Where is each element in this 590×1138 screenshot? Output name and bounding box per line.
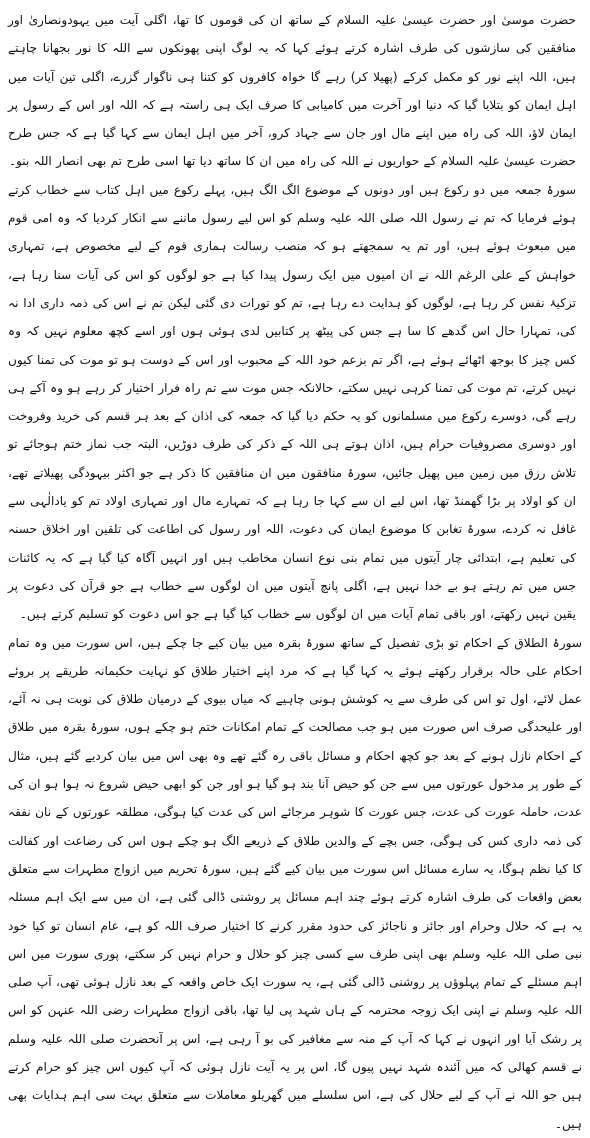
paragraph-1: حضرت موسیٰ اور حضرت عیسیٰ علیہ السلام کے ساتھ ان کی قوموں کا تھا، اگلی آیت میں یہودونصاریٰ اور منافقین کی سازشوں کی طرف اشارہ کرتے ہوئے کہا کہ یہ لوگ اپنی پھونکوں سے اللہ کا نور بجھانا چاہتے ہیں، اللہ اپنے نور کو مکمل کرکے (پھیلا کر) رہے گا خواہ کافروں کو کتنا ہی ناگوار گزرے، اگلی تین آیات میں اہل ایمان کو بتلایا گیا کہ دنیا اور آخرت میں کامیابی کا صرف ایک ہی راستہ ہے کہ اللہ اور اس کے رسول پر ایمان لاؤ، اللہ کی راہ میں اپنے مال اور جان سے جہاد کرو، آخر میں اہل ایمان سے کہا گیا ہے کہ جس طرح حضرت عیسیٰ علیہ السلام کے حواریوں نے اللہ کی راہ میں ان کا ساتھ دیا تھا اسی طرح تم بھی انصار اللہ بنو۔ (8, 13, 576, 169)
paragraph-2: سورۂ جمعہ میں دو رکوع ہیں اور دونوں کے موضوع الگ الگ ہیں، پہلے رکوع میں اہل کتاب سے خطاب کرتے ہوئے فرمایا کہ تم نے رسول اللہ صلی اللہ علیہ وسلم کو اس لیے رسول ماننے سے انکار کردیا کہ وہ امی قوم میں مبعوث ہوئے ہیں، اور تم یہ سمجھتے ہو کہ منصب رسالت ہماری قوم کے لیے مخصوص ہے، تمہاری خواہش کے علی الرغم اللہ نے ان امیوں میں ایک رسول پیدا کیا ہے جو لوگوں کو اس کی آیات سنا رہا ہے، تزکیۂ نفس کر رہا ہے، لوگوں کو ہدایت دے رہا ہے، تم کو تورات دی گئی لیکن تم نے اس کی ذمہ داری ادا نہ کی، تمہارا حال اس گدھے کا سا ہے جس کی پیٹھ پر کتابیں لدی ہوئی ہوں اور اسے کچھ معلوم نہیں کہ وہ کس چیز کا بوجھ اٹھائے ہوئے ہے، اگر تم بزعم خود اللہ کے محبوب اور اس کے دوست ہو تو موت کی تمنا کیوں نہیں کرتے، تم موت کی تمنا کرہی نہیں سکتے، حالانکہ جس موت سے تم راہ فرار اختیار کر رہے ہو وہ آکے ہی رہے گی، دوسرے رکوع میں مسلمانوں کو یہ حکم دیا گیا کہ جمعہ کی اذان کے بعد ہر قسم کی خرید وفروخت اور دوسری مصروفیات حرام ہیں، اذان ہوتے ہی اللہ کے ذکر کی طرف دوڑیں، البتہ جب نماز ختم ہوجائے تو تلاش رزق میں زمین میں پھیل جائیں، سورۂ منافقون میں ان منافقین کا ذکر ہے جو اکثر بیہودگی پھیلاتے تھے، ان کو اولاد پر بڑا گھمنڈ تھا، اس لیے ان سے کہا جا رہا ہے کہ تمہارے مال اور تمہاری اولاد تم کو یادالٰہی سے غافل نہ کردے، سورۂ تغابن کا موضوع ایمان کی دعوت، اللہ اور رسول کی اطاعت کی تلقین اور اخلاق حسنہ کی تعلیم ہے، ابتدائی چار آیتوں میں تمام بنی نوع انسان مخاطب ہیں اور انہیں آگاہ کیا گیا ہے کہ یہ کائنات جس میں تم رہتے ہو بے خدا نہیں ہے، اگلی پانچ آیتوں میں ان لوگوں سے خطاب ہے جو قرآن کی دعوت پر یقین نہیں رکھتے، اور باقی تمام آیات میں ان لوگوں سے خطاب کیا گیا ہے جو اس دعوت کو تسلیم کرتے ہیں۔ (8, 182, 576, 622)
paragraph-3: سورۂ الطلاق کے احکام تو بڑی تفصیل کے ساتھ سورۂ بقرہ میں بیان کیے جا چکے ہیں، اس سورت میں وہ تمام احکام علی حالہ برقرار رکھتے ہوئے یہ کہا گیا ہے کہ مرد اپنے اختیار طلاق کو نہایت حکیمانہ طریقے پر بروئے عمل لائے، اول تو اس کی طرف سے یہ کوشش ہونی چاہیے کہ میاں بیوی کے درمیان طلاق کی نوبت ہی نہ آئے، اور علیحدگی صرف اس صورت میں ہو جب مصالحت کے تمام امکانات ختم ہو چکے ہوں، سورۂ بقرہ میں طلاق کے احکام نازل ہونے کے بعد جو کچھ احکام و مسائل باقی رہ گئے تھے وہ بھی اس میں بیان کردیے گئے ہیں، مثال کے طور پر مدخول عورتوں میں سے جن کو حیض آنا بند ہو گیا ہو اور جن کو ابھی حیض شروع نہ ہوا ہو ان کی عدت، حاملہ عورت کی عدت، جس عورت کا شوہر مرجائے اس کی عدت کیا ہوگی، مطلقہ عورتوں کے نان نفقہ کی ذمہ داری کس کی ہوگی، جس بچے کے والدین طلاق کے ذریعے الگ ہو چکے ہوں اس کی رضاعت اور کفالت کا کیا نظم ہوگا، یہ سارے مسائل اس سورت میں بیان کیے گئے ہیں، سورۂ تحریم میں ازواج مطہرات سے متعلق بعض واقعات کی طرف اشارہ کرتے ہوئے چند اہم مسائل پر روشنی ڈالی گئی ہے، ان میں سے ایک اہم مسئلہ یہ ہے کہ حلال وحرام اور جائز و ناجائز کی حدود مقرر کرنے کا اختیار صرف اللہ کو ہے، عام انسان تو کیا خود نبی صلی اللہ علیہ وسلم بھی اپنی طرف سے کسی چیز کو حلال و حرام نہیں کر سکتے، پوری سورت میں اس اہم مسئلے کے تمام پہلوؤں پر روشنی ڈالی گئی ہے، یہ سورت ایک خاص واقعہ کے بعد نازل ہوئی تھی، آپ صلی اللہ علیہ وسلم نے اپنی ایک زوجہ محترمہ کے ہاں شہد پی لیا تھا، باقی ازواج مطہرات رضی اللہ عنہن کو اس پر رشک آیا اور انہوں نے کہا کہ آپ کے منہ سے مغافیر کی بو آ رہی ہے، اس پر آنحضرت صلی اللہ علیہ وسلم نے قسم کھالی کہ میں آئندہ شہد نہیں پیوں گا، اس پر یہ آیت نازل ہوئی کہ آپ کیوں اس چیز کو حرام کرتے ہیں جو اللہ نے آپ کے لیے حلال کی ہے، اس سلسلے میں گھریلو معاملات سے متعلق بہت سی اہم ہدایات بھی ہیں۔ (8, 635, 582, 1131)
